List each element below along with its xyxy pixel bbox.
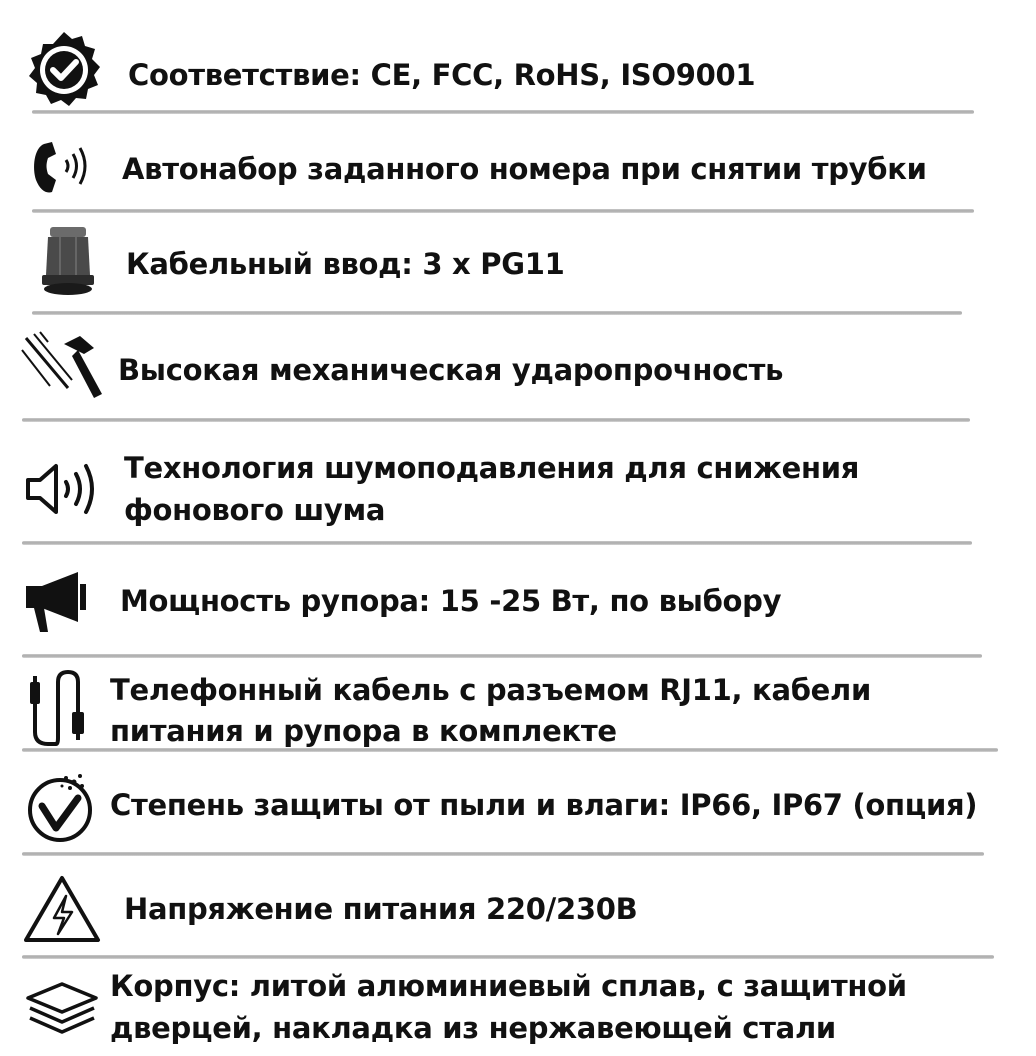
phone-ringing-icon [30,138,100,198]
divider [22,852,984,856]
high-voltage-icon [22,874,102,944]
divider [22,541,972,545]
megaphone-icon [24,570,96,636]
cable-connector-icon [26,668,90,748]
feature-text-line: фонового шума [124,493,386,527]
feature-text: Автонабор заданного номера при снятии трубки [122,152,927,186]
feature-text: Степень защиты от пыли и влаги: IP66, IP67 (опция) [110,788,978,822]
divider [32,110,974,114]
feature-text: Кабельный ввод: 3 x PG11 [126,247,565,281]
divider [22,955,994,959]
layers-icon [22,980,102,1042]
feature-text-line: Телефонный кабель с разъемом RJ11, кабели [110,673,871,707]
speaker-sound-icon [24,458,104,520]
feature-text-line: питания и рупора в комплекте [110,714,617,748]
feature-text: Мощность рупора: 15 -25 Вт, по выбору [120,584,782,618]
divider [22,654,982,658]
feature-text: Напряжение питания 220/230В [124,892,638,926]
feature-text: Соответствие: CE, FCC, RoHS, ISO9001 [128,58,756,92]
divider [32,311,962,315]
feature-text-line: Корпус: литой алюминиевый сплав, с защитной [110,969,907,1003]
feature-text-line: дверцей, накладка из нержавеющей стали [110,1011,836,1045]
hammer-impact-icon [20,330,106,400]
cable-gland-icon [38,225,98,297]
feature-text: Высокая механическая ударопрочность [118,353,784,387]
certification-badge-icon [22,30,106,114]
divider [32,209,974,213]
divider [22,748,998,752]
feature-text-line: Технология шумоподавления для снижения [124,451,860,485]
water-dust-protection-icon [22,770,98,846]
divider [22,418,970,422]
